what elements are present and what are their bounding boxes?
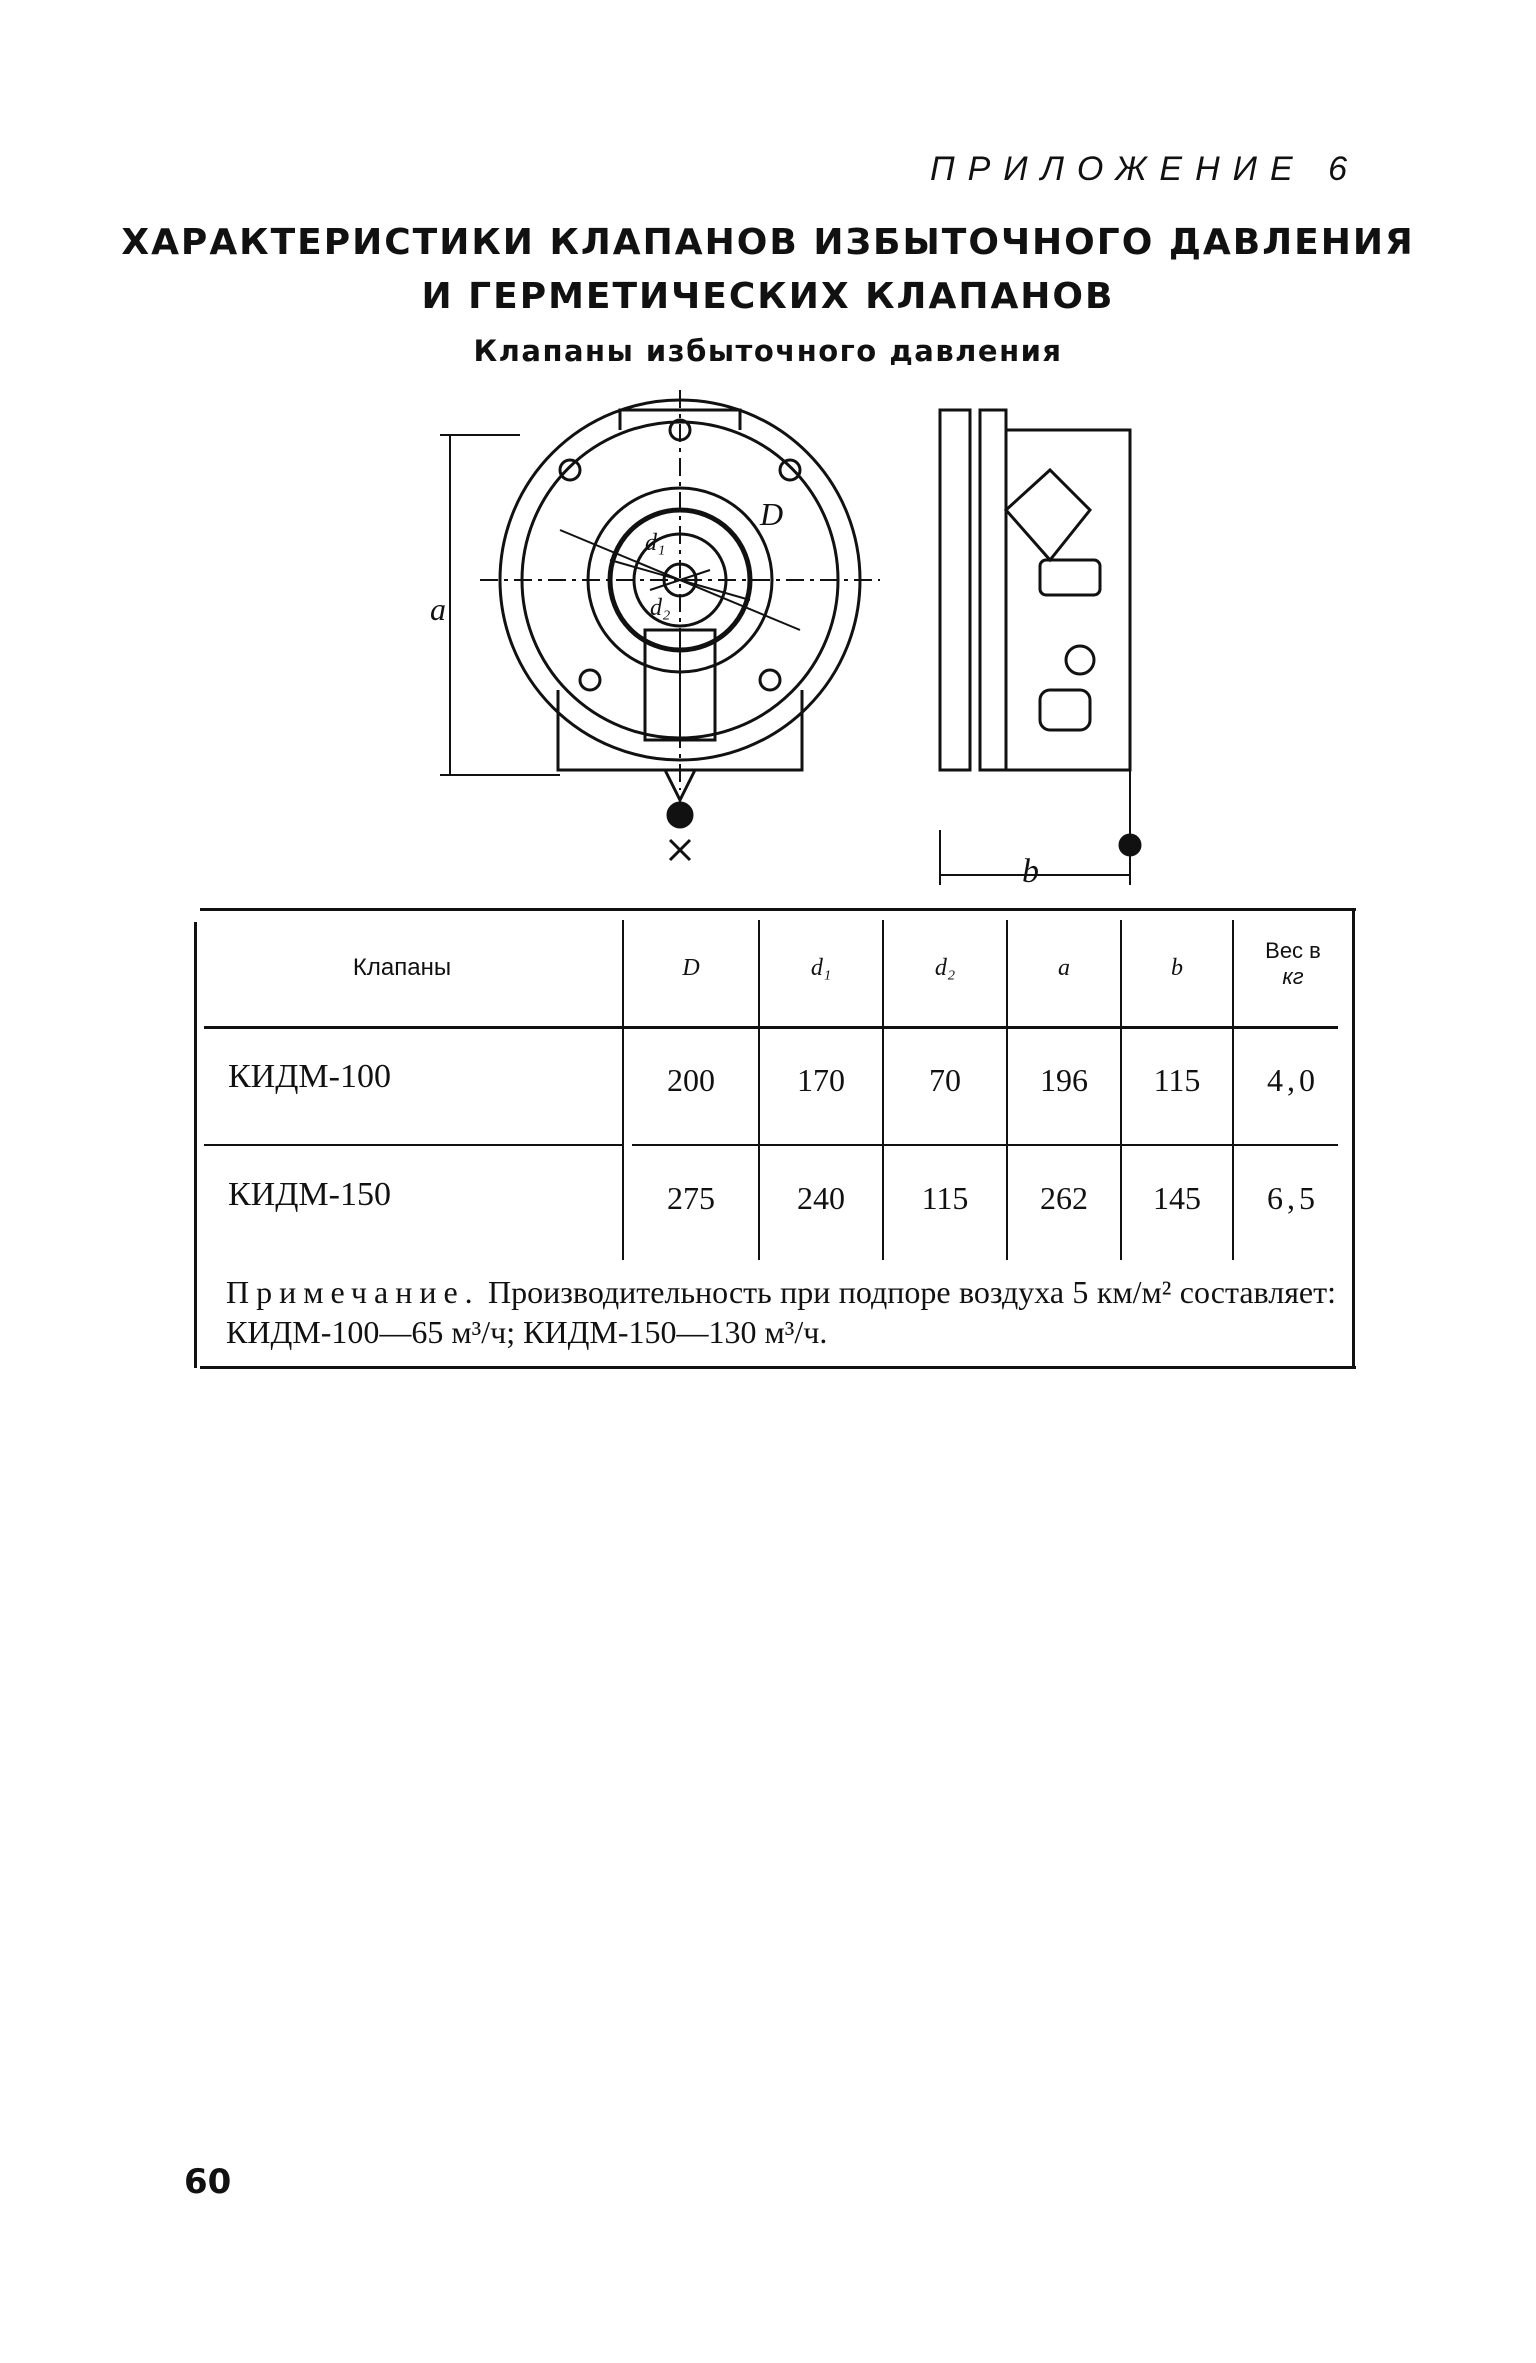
table-note	[226, 1272, 1336, 1352]
label-a: a	[430, 591, 446, 627]
row1-d2: 70	[929, 1062, 961, 1098]
side-flange-left	[940, 410, 970, 770]
valve-drawing-svg	[430, 390, 1160, 890]
table-right-border	[1352, 908, 1355, 1368]
row1-b: 115	[1153, 1062, 1201, 1098]
row1-weight: 4,0	[1267, 1062, 1319, 1098]
header-D: D	[682, 955, 700, 981]
page-title-line1: ХАРАКТЕРИСТИКИ КЛАПАНОВ ИЗБЫТОЧНОГО ДАВЛЕНИЯ	[121, 222, 1415, 263]
label-D: D	[760, 496, 784, 532]
note-label: Примечание.	[226, 1274, 480, 1310]
header-b: b	[1171, 955, 1183, 981]
row1-name: КИДМ-100	[228, 1058, 391, 1095]
row2-d1: 240	[797, 1180, 845, 1216]
table-bottom-rule	[200, 1366, 1356, 1369]
bolt-hole	[560, 460, 580, 480]
bolt-hole	[760, 670, 780, 690]
header-d1: d₁	[810, 955, 832, 981]
row2-a: 262	[1040, 1180, 1088, 1216]
label-b: b	[1022, 853, 1039, 890]
side-view	[940, 410, 1140, 885]
side-counterweight-pivot	[1066, 646, 1094, 674]
appendix-label: ПРИЛОЖЕНИЕ 6	[929, 150, 1360, 188]
row2-d2: 115	[921, 1180, 969, 1216]
label-d1: d₁	[645, 530, 666, 556]
header-valves: Клапаны	[352, 954, 452, 981]
table-header-rule	[204, 1026, 1338, 1029]
header-a: a	[1058, 955, 1070, 981]
table-top-rule	[200, 908, 1356, 911]
side-valve-seat	[1006, 470, 1090, 560]
row2-D: 275	[667, 1180, 715, 1216]
row2-weight: 6,5	[1267, 1180, 1319, 1216]
bolt-hole	[580, 670, 600, 690]
side-pin	[1040, 560, 1100, 595]
header-weight	[1234, 938, 1352, 990]
valve-drawing	[430, 390, 1160, 890]
label-d2: d₂	[650, 595, 671, 621]
section-subtitle: Клапаны избыточного давления	[473, 334, 1063, 368]
table-row-rule-left	[204, 1144, 622, 1146]
page-number: 60	[184, 2162, 232, 2202]
row1-d1: 170	[797, 1062, 845, 1098]
side-flange-right	[980, 410, 1006, 770]
front-view	[440, 390, 880, 860]
weight-hook	[670, 840, 690, 860]
row1-a: 196	[1040, 1062, 1088, 1098]
row2-name: КИДМ-150	[228, 1176, 391, 1213]
side-lever	[1040, 690, 1090, 730]
page-title-line2: И ГЕРМЕТИЧЕСКИХ КЛАПАНОВ	[421, 276, 1115, 317]
header-weight-line1: Вес в	[1265, 938, 1321, 963]
header-weight-line2: кг	[1282, 964, 1304, 989]
side-body	[1006, 430, 1130, 770]
weight-icon	[668, 803, 692, 827]
row1-D: 200	[667, 1062, 715, 1098]
table-left-border	[194, 922, 197, 1368]
bolt-hole	[780, 460, 800, 480]
header-d2: d₂	[934, 955, 956, 981]
note-text: Производительность при подпоре воздуха 5 км/м² составляет: КИДМ-100—65 м³/ч; КИДМ-150—130 м³/ч.	[226, 1274, 1337, 1350]
row2-b: 145	[1153, 1180, 1201, 1216]
